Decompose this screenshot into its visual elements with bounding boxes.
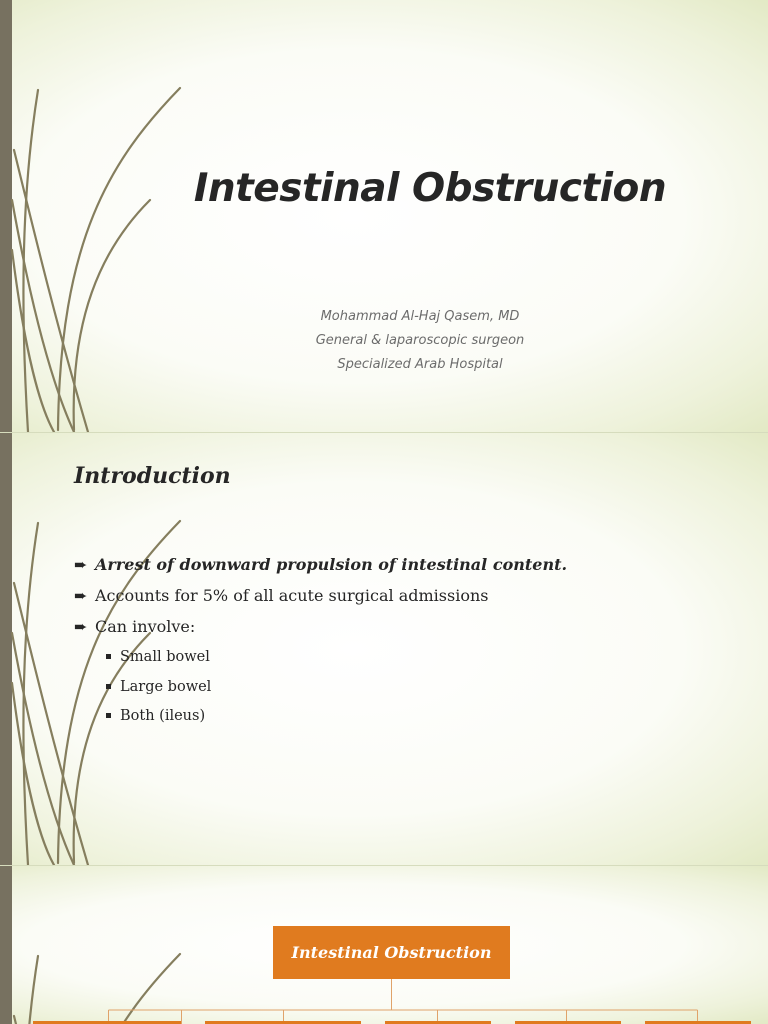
presentation-title: Intestinal Obstruction	[193, 166, 667, 211]
bullet-text: Can involve:	[95, 617, 196, 636]
title-slide	[0, 0, 768, 432]
decorative-swoosh-icon	[0, 0, 200, 432]
org-chart-slide	[0, 866, 768, 1024]
square-bullet-icon	[106, 684, 111, 689]
sub-bullet-text: Both (ileus)	[120, 708, 206, 724]
bullet-text: Arrest of downward propulsion of intestinal content.	[95, 555, 568, 574]
list-item	[104, 645, 211, 675]
arrow-bullet-icon: ➨	[74, 555, 88, 574]
arrow-bullet-icon: ➨	[74, 617, 88, 636]
org-chart-root-box: Intestinal Obstruction	[273, 926, 510, 979]
list-item	[104, 704, 211, 734]
arrow-bullet-icon: ➨	[74, 586, 88, 605]
org-chart-connectors	[0, 866, 768, 1024]
square-bullet-icon	[106, 713, 111, 718]
introduction-slide	[0, 433, 768, 865]
author-role: General & laparoscopic surgeon	[315, 333, 525, 348]
author-name: Mohammad Al-Haj Qasem, MD	[320, 309, 520, 324]
list-item	[104, 675, 211, 705]
list-item	[74, 553, 567, 584]
square-bullet-icon	[106, 654, 111, 659]
hospital-name: Specialized Arab Hospital	[337, 357, 503, 372]
sub-bullet-text: Small bowel	[120, 649, 210, 665]
sub-bullet-list	[104, 645, 211, 734]
slide-heading: Introduction	[74, 463, 231, 489]
presenter-info	[240, 305, 600, 377]
list-item	[74, 584, 567, 615]
sub-bullet-text: Large bowel	[120, 678, 212, 695]
bullet-list	[74, 553, 567, 646]
list-item	[74, 615, 567, 646]
bullet-text: Accounts for 5% of all acute surgical admissions	[95, 586, 489, 605]
